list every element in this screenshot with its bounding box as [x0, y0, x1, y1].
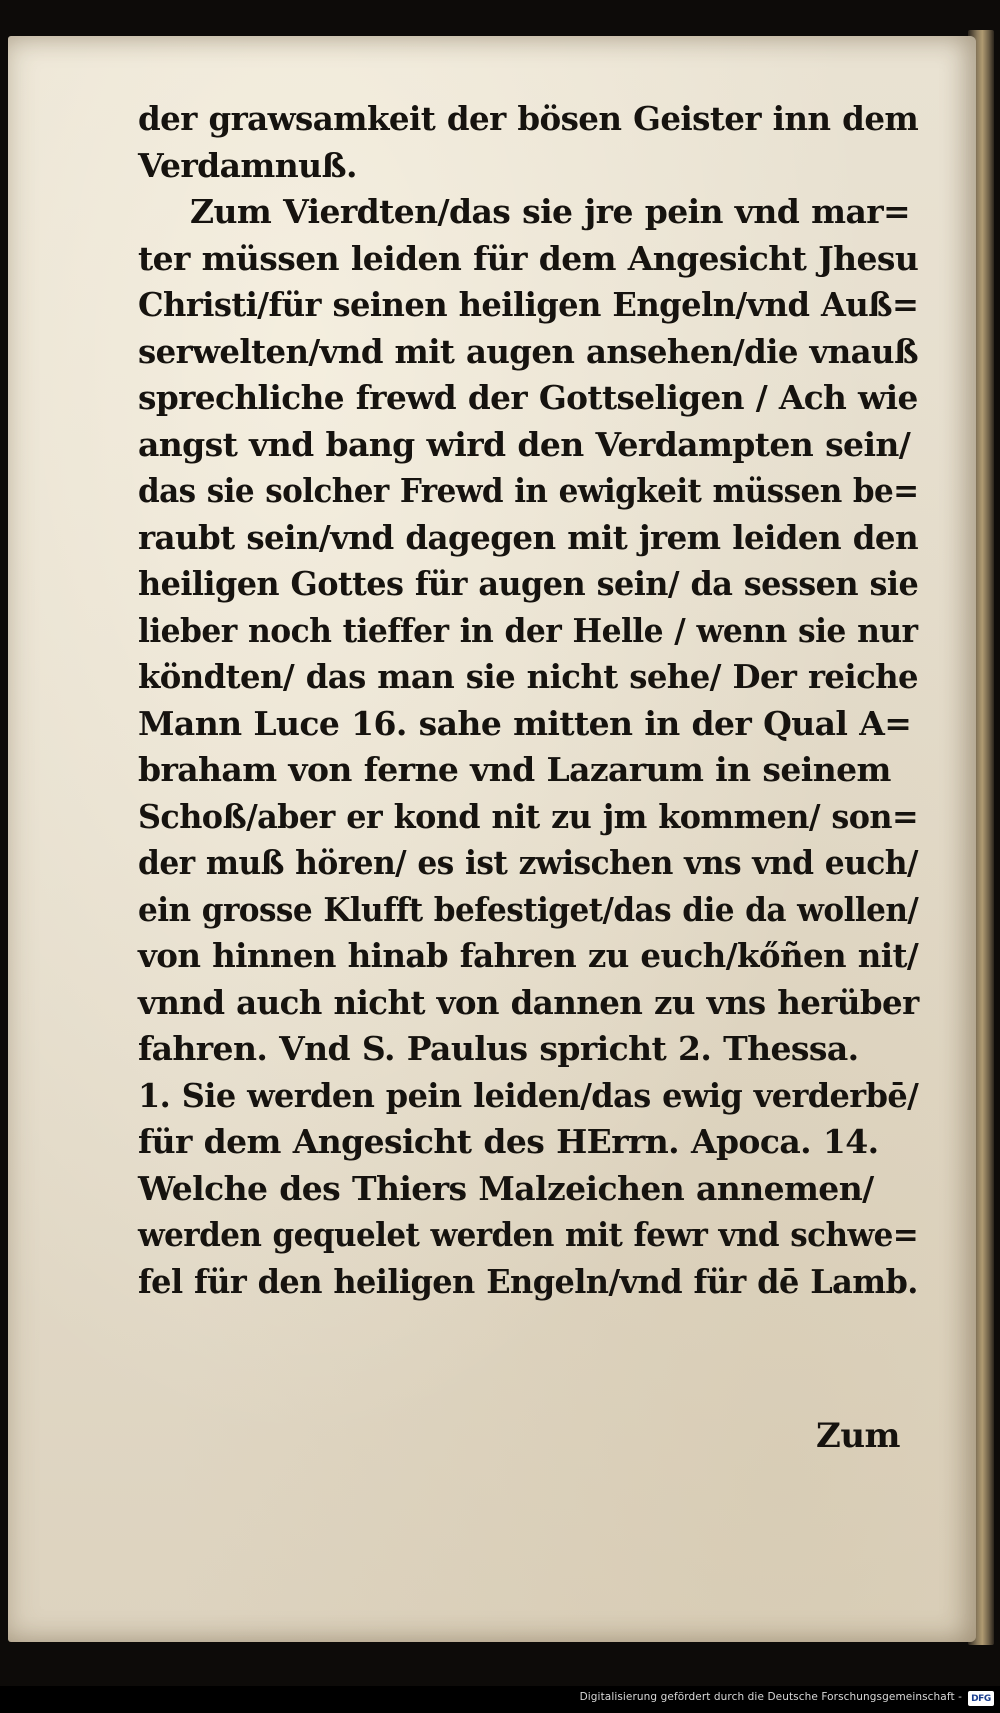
text-line: 1. Sie werden pein leiden/das ewig verderbē/	[138, 1075, 919, 1115]
text-line: angst vnd bang wird den Verdampten sein/	[138, 424, 911, 464]
text-line: heiligen Gottes für augen sein/ da sessen sie	[138, 564, 919, 603]
text-line: das sie solcher Frewd in ewigkeit müssen be=	[138, 471, 919, 510]
catchword: Zum	[816, 1416, 901, 1456]
text-line: der muß hören/ es ist zwischen vns vnd euch/	[138, 843, 918, 882]
text-line: vnnd auch nicht von dannen zu vns herüber	[138, 982, 919, 1022]
dfg-logo-icon	[968, 1691, 994, 1706]
text-line: Schoß/aber er kond nit zu jm kommen/ son=	[138, 796, 919, 836]
body-text	[138, 96, 918, 1305]
text-line: lieber noch tieffer in der Helle / wenn sie nur	[138, 610, 918, 650]
text-line: fel für den heiligen Engeln/vnd für dē Lamb.	[138, 1261, 918, 1301]
book-page	[8, 36, 976, 1642]
text-line: ein grosse Klufft befestiget/das die da wollen/	[138, 889, 919, 929]
text-line: Mann Luce 16. sahe mitten in der Qual A=	[138, 703, 912, 743]
digitization-credit: Digitalisierung gefördert durch die Deutsche Forschungsgemeinschaft -	[579, 1691, 962, 1703]
text-line: für dem Angesicht des HErrn. Apoca. 14.	[138, 1122, 879, 1161]
text-line: serwelten/vnd mit augen ansehen/die vnauß	[138, 331, 919, 371]
text-line: Christi/für seinen heiligen Engeln/vnd Auß=	[138, 285, 919, 324]
text-line: Welche des Thiers Malzeichen annemen/	[138, 1168, 874, 1208]
text-line: köndten/ das man sie nicht sehe/ Der reiche	[138, 657, 919, 696]
text-line: braham von ferne vnd Lazarum in seinem	[138, 750, 891, 789]
dfg-logo-text: DFG	[971, 1693, 991, 1704]
text-line: Verdamnuß.	[138, 145, 357, 185]
text-line: von hinnen hinab fahren zu euch/kőñen nit/	[138, 936, 919, 975]
text-line: sprechliche frewd der Gottseligen / Ach wie	[138, 378, 918, 417]
text-line: werden gequelet werden mit fewr vnd schwe=	[138, 1215, 919, 1254]
text-line: raubt sein/vnd dagegen mit jrem leiden den	[138, 517, 919, 557]
text-line: ter müssen leiden für dem Angesicht Jhesu	[138, 238, 919, 278]
text-line: fahren. Vnd S. Paulus spricht 2. Thessa.	[138, 1029, 859, 1068]
credit-bar	[0, 1686, 1000, 1713]
text-line: der grawsamkeit der bösen Geister inn dem	[138, 99, 919, 138]
text-line: Zum Vierdten/das sie jre pein vnd mar=	[190, 192, 911, 231]
